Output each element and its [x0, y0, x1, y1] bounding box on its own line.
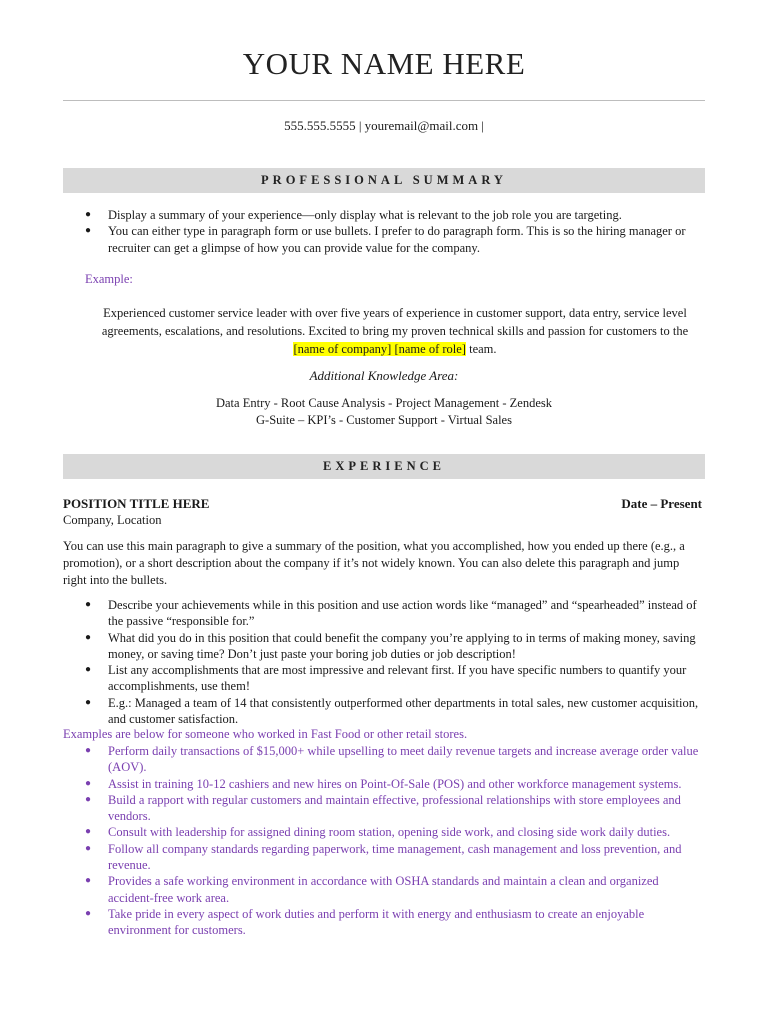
- highlighted-placeholder: [name of company] [name of role]: [293, 342, 466, 356]
- list-item: ● Consult with leadership for assigned dining room station, opening side work, and closing side work daily duties.: [85, 825, 671, 840]
- summary-bullet-list: [63, 207, 705, 256]
- experience-bullet-list: [63, 597, 705, 727]
- list-item: ● Provides a safe working environment in accordance with OSHA standards and maintain a clean and organized accident-free work area.: [85, 874, 659, 905]
- bullet-icon: ●: [85, 209, 92, 220]
- list-item: ● What did you do in this position that could benefit the company you’re applying to in terms of making money, saving money, or saving time? Don’t just paste your boring job duties or job description!: [85, 630, 696, 661]
- bullet-icon: ●: [85, 777, 92, 789]
- bullet-icon: ●: [85, 793, 92, 805]
- candidate-name: YOUR NAME HERE: [242, 46, 526, 81]
- position-summary-paragraph: You can use this main paragraph to give a summary of the position, what you accomplished, how you ended up there (e.g., a promotion), or a short description about the company if it’s not widely known. You can also delete this paragraph and jump right into the bullets.: [63, 539, 685, 587]
- company-location: Company, Location: [63, 513, 162, 527]
- section-heading-experience: EXPERIENCE: [63, 454, 705, 479]
- list-item: ● Describe your achievements while in this position and use action words like “managed” and “spearheaded” instead of the passive “responsible for.”: [85, 598, 697, 629]
- example-summary-text: Experienced customer service leader with over five years of experience in customer support, data entry, service level agreements, escalations, and resolutions. Excited to bring my proven technical skills and passion for customers to the [name of company] [name of role] team.: [101, 306, 689, 356]
- bullet-icon: ●: [85, 225, 92, 237]
- bullet-icon: ●: [85, 664, 92, 676]
- list-item: ● Assist in training 10-12 cashiers and new hires on Point-Of-Sale (POS) and other workforce management systems.: [85, 776, 682, 791]
- list-item: ● Follow all company standards regarding paperwork, time management, cash management and loss prevention, and revenue.: [85, 841, 682, 873]
- list-item: ● Take pride in every aspect of work duties and perform it with energy and enthusiasm to create an enjoyable environment for customers.: [85, 906, 645, 938]
- bullet-icon: ●: [85, 842, 92, 854]
- bullet-icon: ●: [85, 826, 92, 838]
- list-item: ● Build a rapport with regular customers and maintain effective, professional relationships with store employees and vendors.: [85, 792, 681, 824]
- list-item: ● You can either type in paragraph form or use bullets. I prefer to do paragraph form. This is so the hiring manager or recruiter can get a glimpse of how you can provide value for the company.: [85, 224, 686, 255]
- section-heading-professional-summary: PROFESSIONAL SUMMARY: [63, 168, 705, 193]
- knowledge-area-line: Data Entry - Root Cause Analysis - Project Management - Zendesk: [215, 396, 553, 410]
- list-item: ● Perform daily transactions of $15,000+ while upselling to meet daily revenue targets and increase average order value (AOV).: [85, 744, 699, 775]
- contact-line: 555.555.5555 | youremail@mail.com |: [284, 118, 484, 133]
- bullet-icon: ●: [85, 696, 92, 708]
- bullet-icon: ●: [85, 599, 92, 610]
- examples-intro: Examples are below for someone who worked in Fast Food or other retail stores.: [63, 727, 468, 741]
- knowledge-area-line: G-Suite – KPI’s - Customer Support - Virtual Sales: [256, 413, 512, 427]
- bullet-icon: ●: [85, 745, 92, 756]
- position-title: POSITION TITLE HERE: [63, 496, 210, 511]
- bullet-icon: ●: [85, 631, 92, 643]
- knowledge-area-title: Additional Knowledge Area:: [309, 368, 459, 383]
- example-bullet-list: [63, 743, 705, 939]
- bullet-icon: ●: [85, 907, 92, 919]
- list-item: ● List any accomplishments that are most impressive and relevant first. If you have specific numbers to quantify your accomplishments, use them!: [85, 663, 687, 694]
- header-divider: [63, 100, 705, 101]
- position-date: Date – Present: [621, 496, 702, 511]
- bullet-icon: ●: [85, 875, 92, 887]
- example-label: Example:: [85, 272, 133, 286]
- list-item: ● Display a summary of your experience—only display what is relevant to the job role you are targeting.: [85, 208, 622, 222]
- list-item: ● E.g.: Managed a team of 14 that consistently outperformed other departments in total sales, new customer acquisition, and customer satisfaction.: [85, 695, 699, 727]
